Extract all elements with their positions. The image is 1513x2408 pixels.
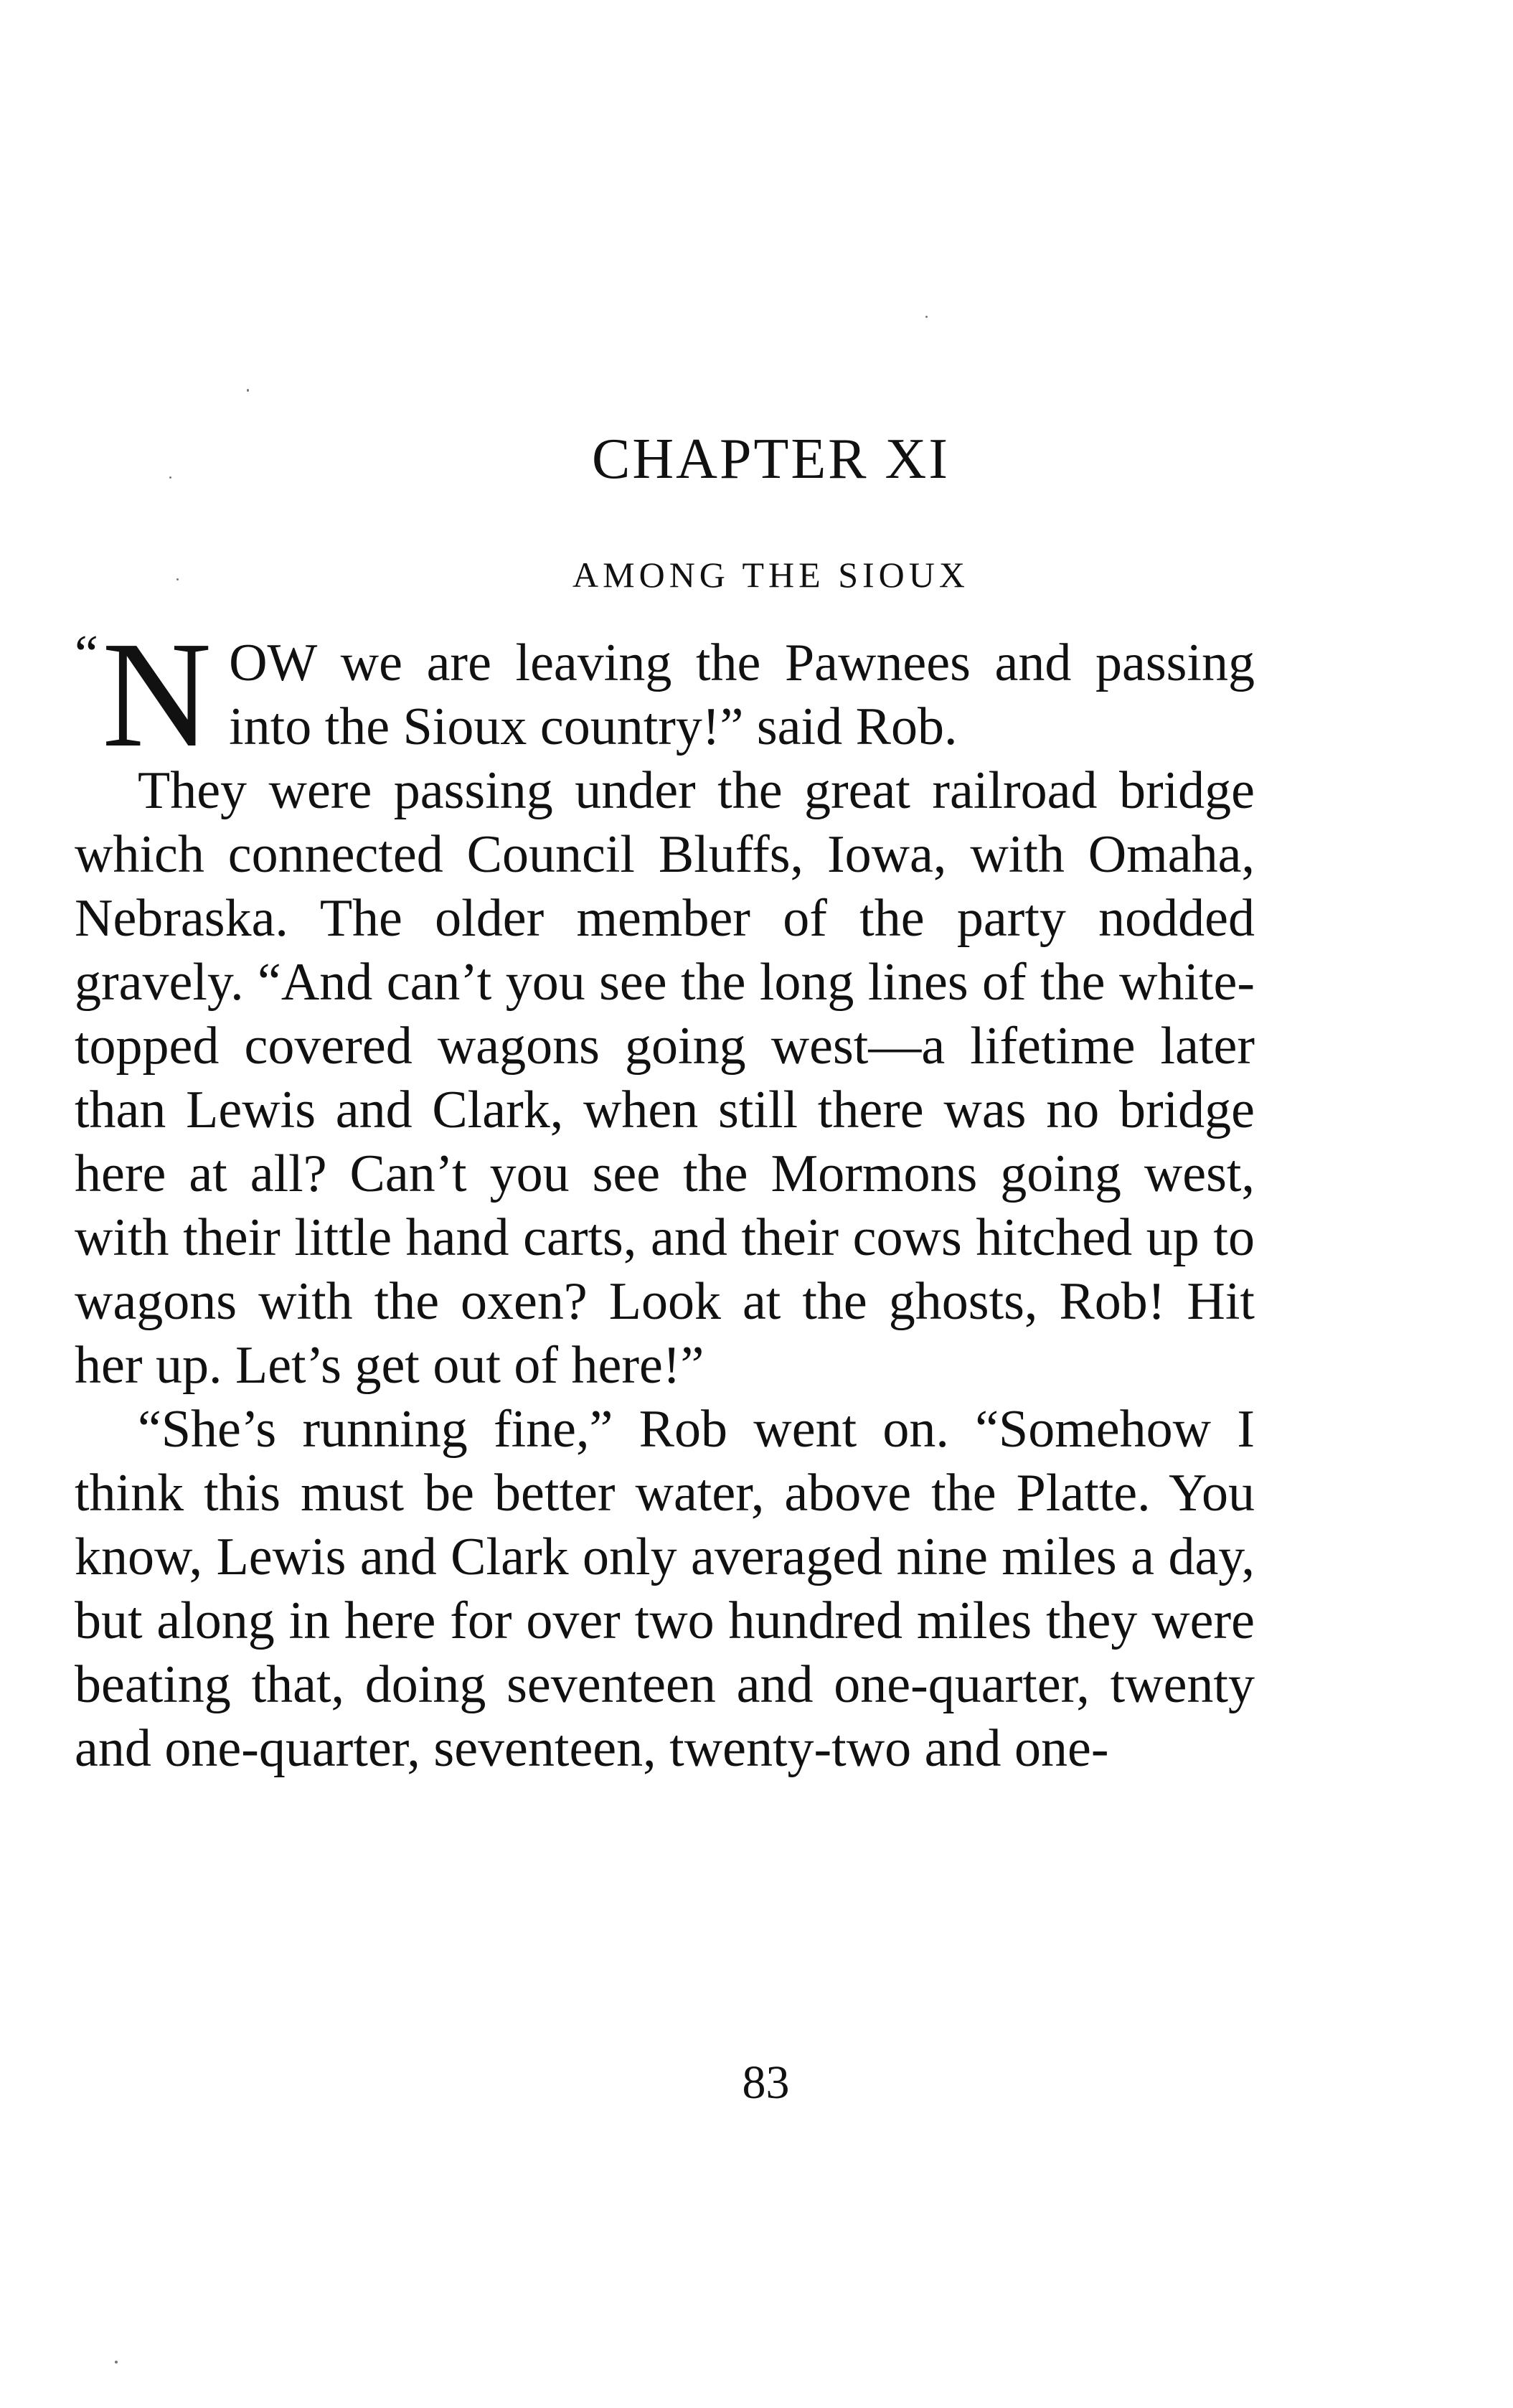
opening-quote-mark: “ [75, 625, 98, 684]
paragraph-1-text: OW we are leaving the Pawnees and passing into the Sioux country!” said Rob. [229, 634, 1255, 756]
scan-speck [176, 578, 179, 580]
paragraph-3: “She’s running fine,” Rob went on. “Somehow I think this must be better water, above the Platte. You know, Lewis and Clark only averaged nine miles a day, but along in here for over two hundred miles they were beating that, doing seventeen and one-quarter, twenty and one-quarter, seventeen, twenty-two and one- [75, 1400, 1255, 1778]
paragraph-2: They were passing under the great railroad bridge which connected Council Bluffs, Iowa, with Omaha, Nebraska. The older member of the party nodded gravely. “And can’t you see the long lines of the white-topped covered wagons going west—a lifetime later than Lewis and Clark, when still there was no bridge here at all? Can’t you see the Mormons going west, with their little hand carts, and their cows hitched up to wagons with the oxen? Look at the ghosts, Rob! Hit her up. Let’s get out of here!” [75, 761, 1255, 1395]
chapter-title: CHAPTER XI [592, 428, 950, 491]
scan-speck [169, 476, 171, 479]
paragraph-1 [75, 610, 1255, 779]
page-number: 83 [742, 2056, 790, 2109]
scan-speck [115, 2361, 118, 2364]
scan-speck [925, 316, 928, 318]
scan-speck [247, 389, 249, 392]
drop-cap-letter: N [102, 610, 212, 779]
chapter-subtitle: AMONG THE SIOUX [572, 555, 969, 595]
body-text [75, 610, 1255, 1781]
